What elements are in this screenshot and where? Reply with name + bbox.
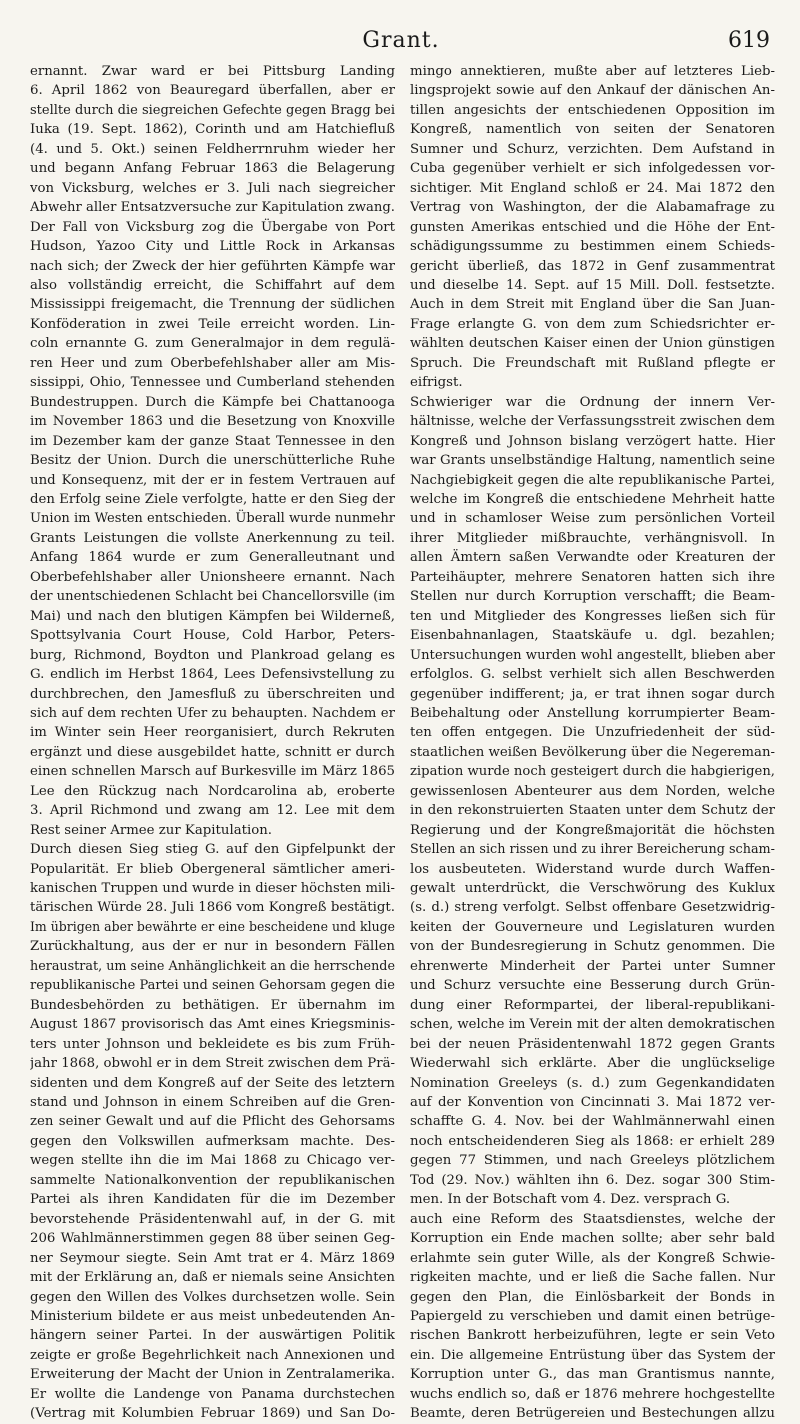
text-line: Beamte, deren Betrügereien und Bestechungen allzu (410, 1406, 775, 1422)
text-line: Nachgiebigkeit gegen die alte republikanische Partei, (410, 472, 775, 488)
text-line: Popularität. Er blieb Obergeneral sämtlicher ameri- (30, 861, 395, 877)
text-line: (Vertrag mit Kolumbien Februar 1869) und San Do- (30, 1406, 395, 1422)
right-column (410, 62, 775, 1424)
text-line: gegen 77 Stimmen, und nach Greeleys plötzlichem (410, 1153, 775, 1169)
text-line: lingsprojekt sowie auf den Ankauf der dänischen An- (410, 83, 775, 99)
text-line: ten offen entgegen. Die Unzufriedenheit der süd- (410, 725, 775, 741)
text-line: los ausbeuteten. Widerstand wurde durch Waffen- (410, 861, 775, 877)
text-line: Wiederwahl sich erklärte. Aber die unglückselige (410, 1056, 775, 1072)
text-line: Hudson, Yazoo City und Little Rock in Arkansas (30, 239, 395, 255)
text-line: auf der Konvention von Cincinnati 3. Mai 1872 ver- (410, 1095, 775, 1111)
text-line: ernannt. Zwar ward er bei Pittsburg Landing (30, 64, 395, 79)
text-line: durchbrechen, den Jamesfluß zu überschreiten und (30, 686, 395, 702)
text-line: men. In der Botschaft vom 4. Dez. versprach G. (410, 1192, 731, 1208)
text-line: eifrigst. (410, 375, 463, 391)
text-line: August 1867 provisorisch das Amt eines Kriegsminis- (30, 1017, 395, 1033)
text-line: gegen den Willen des Volkes durchsetzen wolle. Sein (30, 1289, 395, 1305)
text-line: ehrenwerte Minderheit der Partei unter Sumner (410, 958, 775, 974)
text-line: Oberbefehlshaber aller Unionsheere ernannt. Nach (30, 569, 395, 585)
text-line: also vollständig erreicht, die Schiffahrt auf dem (30, 277, 395, 293)
text-line: Spruch. Die Freundschaft mit Rußland pflegte er (410, 355, 775, 371)
text-line: coln ernannte G. zum Generalmajor in dem regulä- (30, 336, 395, 352)
text-line: bei der neuen Präsidentenwahl 1872 gegen Grants (410, 1036, 775, 1052)
text-line: Ministerium bildete er aus meist unbedeutenden An- (30, 1309, 395, 1324)
text-line: Stellen an sich rissen und zu ihrer Bereicherung scham- (410, 842, 775, 858)
text-line: gegen den Plan, die Einlösbarkeit der Bonds in (410, 1289, 775, 1305)
text-line: ten und Mitglieder des Kongresses ließen sich für (410, 608, 775, 624)
text-line: und Schurz versuchte eine Besserung durch Grün- (410, 978, 775, 994)
text-line: (s. d.) streng verfolgt. Selbst offenbare Gesetzwidrig- (410, 900, 775, 916)
text-line: Regierung und der Kongreßmajorität die höchsten (410, 822, 775, 838)
text-line: Anfang 1864 wurde er zum Generalleutnant und (30, 550, 395, 566)
text-line: Spottsylvania Court House, Cold Harbor, Peters- (30, 628, 395, 644)
text-line: zen seiner Gewalt und auf die Pflicht des Gehorsams (30, 1114, 395, 1130)
text-line: Tod (29. Nov.) wählten ihn 6. Dez. sogar 300 Stim- (410, 1172, 775, 1188)
text-line: G. endlich im Herbst 1864, Lees Defensivstellung zu (30, 667, 395, 683)
text-line: schaffte G. 4. Nov. bei der Wahlmännerwahl einen (410, 1114, 775, 1130)
left-column (30, 62, 395, 1424)
text-line: mingo annektieren, mußte aber auf letzteres Lieb- (410, 64, 775, 79)
text-line: Bundesbehörden zu bethätigen. Er übernahm im (30, 997, 395, 1013)
text-line: sidenten und dem Kongreß auf der Seite des letztern (30, 1075, 395, 1091)
text-line: Besitz der Union. Durch die unerschütterliche Ruhe (30, 453, 395, 469)
text-line: gegen den Volkswillen aufmerksam machte. Des- (30, 1133, 395, 1149)
page-number: 619 (728, 28, 770, 53)
text-line: im Winter sein Heer reorganisiert, durch Rekruten (30, 725, 395, 741)
text-line: keiten der Gouverneure und Legislaturen wurden (410, 919, 775, 935)
text-line: und in schamloser Weise zum persönlichen Vorteil (410, 511, 775, 527)
running-head: Grant. (362, 28, 440, 53)
text-line: (4. und 5. Okt.) seinen Feldherrnruhm wieder her (30, 141, 395, 157)
text-line: Im übrigen aber bewährte er eine bescheidene und kluge (30, 919, 395, 935)
text-line: ner Seymour siegte. Sein Amt trat er 4. März 1869 (30, 1250, 395, 1266)
text-line: Kongreß und Johnson bislang verzögert hatte. Hier (410, 433, 775, 449)
text-line: und Konsequenz, mit der er in festem Vertrauen auf (30, 472, 395, 488)
text-line: Mississippi freigemacht, die Trennung der südlichen (30, 297, 395, 313)
text-line: tärischen Würde 28. Juli 1866 vom Kongreß bestätigt. (30, 900, 395, 916)
text-line: in den rekonstruierten Staaten unter dem Schutz der (410, 803, 775, 819)
text-line: Partei als ihren Kandidaten für die im Dezember (30, 1192, 395, 1208)
text-line: zeigte er große Begehrlichkeit nach Annexionen und (30, 1347, 395, 1363)
text-line: sich auf dem rechten Ufer zu behaupten. Nachdem er (30, 705, 395, 721)
text-line: hängern seiner Partei. In der auswärtigen Politik (30, 1328, 395, 1344)
text-line: ters unter Johnson und bekleidete es bis zum Früh- (30, 1036, 395, 1052)
text-line: dung einer Reformpartei, der liberal-republikani- (410, 997, 775, 1013)
text-line: wegen stellte ihn die im Mai 1868 zu Chicago ver- (30, 1153, 395, 1169)
text-line: tillen angesichts der entschiedenen Opposition im (410, 102, 775, 118)
text-line: Auch in dem Streit mit England über die San Juan- (410, 297, 775, 313)
text-line: rigkeiten machte, und er ließ die Sache fallen. Nur (410, 1270, 775, 1286)
text-line: Eisenbahnanlagen, Staatskäufe u. dgl. bezahlen; (410, 628, 775, 644)
text-line: und begann Anfang Februar 1863 die Belagerung (30, 161, 395, 177)
text-line: gericht überließ, das 1872 in Genf zusammentrat (410, 258, 775, 274)
text-line: 6. April 1862 von Beauregard überfallen, aber er (30, 83, 395, 99)
text-line: erfolglos. G. selbst verhielt sich allen Beschwerden (410, 667, 775, 683)
text-line: Bundestruppen. Durch die Kämpfe bei Chattanooga (30, 394, 395, 410)
text-line: jahr 1868, obwohl er in dem Streit zwischen dem Prä- (30, 1056, 395, 1072)
text-line: Lee den Rückzug nach Nordcarolina ab, eroberte (30, 783, 395, 799)
text-line: republikanische Partei und seinen Gehorsam gegen die (30, 978, 395, 994)
text-line: im November 1863 und die Besetzung von Knoxville (30, 414, 395, 430)
text-line: der unentschiedenen Schlacht bei Chancellorsville (im (30, 589, 395, 605)
text-line: gegenüber indifferent; ja, er trat ihnen sogar durch (410, 686, 775, 702)
text-line: Grants Leistungen die vollste Anerkennung zu teil. (30, 530, 395, 546)
text-line: wählten deutschen Kaiser einen der Union günstigen (410, 336, 775, 352)
text-line: Vertrag von Washington, der die Alabamafrage zu (410, 200, 775, 216)
page-header (32, 22, 770, 56)
text-line: burg, Richmond, Boydton und Plankroad gelang es (30, 647, 395, 663)
text-line: erlahmte sein guter Wille, als der Kongreß Schwie- (410, 1250, 775, 1266)
text-line: rischen Bankrott herbeizuführen, legte er sein Veto (410, 1328, 775, 1344)
text-line: Untersuchungen wurden wohl angestellt, blieben aber (410, 647, 775, 663)
text-line: 206 Wahlmännerstimmen gegen 88 über seinen Geg- (30, 1231, 395, 1247)
text-line: Mai) und nach den blutigen Kämpfen bei Wilderneß, (30, 608, 395, 624)
text-line: Kongreß, namentlich von seiten der Senatoren (410, 122, 775, 138)
text-line: hältnisse, welche der Verfassungsstreit zwischen dem (410, 414, 775, 430)
text-line: Zurückhaltung, aus der er nur in besondern Fällen (30, 939, 395, 955)
text-line: Konföderation in zwei Teile erreicht worden. Lin- (30, 316, 395, 332)
text-line: 3. April Richmond und zwang am 12. Lee mit dem (30, 803, 395, 819)
text-line: ein. Die allgemeine Entrüstung über das System der (410, 1347, 775, 1363)
text-line: Korruption unter G., das man Grantismus nannte, (410, 1367, 775, 1383)
text-line: Abwehr aller Entsatzversuche zur Kapitulation zwang. (30, 200, 395, 216)
text-line: Korruption ein Ende machen sollte; aber sehr bald (410, 1231, 775, 1247)
text-line: bevorstehende Präsidentenwahl auf, in der G. mit (30, 1211, 395, 1227)
text-line: kanischen Truppen und wurde in dieser höchsten mili- (30, 881, 395, 897)
text-line: auch eine Reform des Staatsdienstes, welche der (410, 1211, 775, 1227)
text-line: den Erfolg seine Ziele verfolgte, hatte er den Sieg der (30, 491, 395, 507)
text-line: heraustrat, um seine Anhänglichkeit an die herrschende (30, 958, 395, 974)
text-line: Er wollte die Landenge von Panama durchstechen (30, 1386, 395, 1402)
text-line: im Dezember kam der ganze Staat Tennessee in den (30, 433, 395, 449)
text-line: und dieselbe 14. Sept. auf 15 Mill. Doll. festsetzte. (410, 277, 775, 293)
text-line: sissippi, Ohio, Tennessee und Cumberland stehenden (30, 375, 395, 391)
text-line: gewalt unterdrückt, die Verschwörung des Kuklux (410, 881, 775, 897)
text-line: sichtiger. Mit England schloß er 24. Mai 1872 den (410, 180, 775, 196)
text-line: nach sich; der Zweck der hier geführten Kämpfe war (30, 258, 395, 274)
text-line: gunsten Amerikas entschied und die Höhe der Ent- (410, 219, 775, 235)
text-line: stellte durch die siegreichen Gefechte gegen Bragg bei (30, 102, 395, 118)
text-line: Nomination Greeleys (s. d.) zum Gegenkandidaten (410, 1075, 775, 1091)
text-line: zipation wurde noch gesteigert durch die habgierigen, (410, 764, 775, 780)
text-line: Der Fall von Vicksburg zog die Übergabe von Port (30, 219, 395, 235)
text-line: schen, welche im Verein mit der alten demokratischen (410, 1017, 775, 1033)
text-line: allen Ämtern saßen Verwandte oder Kreaturen der (410, 550, 775, 566)
text-line: ergänzt und diese ausgebildet hatte, schnitt er durch (30, 744, 395, 760)
text-line: wuchs endlich so, daß er 1876 mehrere hochgestellte (410, 1386, 775, 1402)
text-line: von der Bundesregierung in Schutz genommen. Die (410, 939, 775, 955)
text-line: sammelte Nationalkonvention der republikanischen (30, 1172, 395, 1188)
text-line: Papiergeld zu verschieben und damit einen betrüge- (410, 1309, 775, 1324)
text-line: gewissenlosen Abenteurer aus dem Norden, welche (410, 783, 775, 799)
text-line: staatlichen weißen Bevölkerung über die Negereman- (410, 744, 775, 760)
text-line: noch entscheidenderen Sieg als 1868: er erhielt 289 (410, 1133, 775, 1149)
text-line: ihrer Mitglieder mißbrauchte, verhängnisvoll. In (410, 530, 775, 546)
text-line: stand und Johnson in einem Schreiben auf die Gren- (30, 1095, 395, 1111)
text-line: mit der Erklärung an, daß er niemals seine Ansichten (30, 1270, 395, 1286)
text-line: Erweiterung der Macht der Union in Zentralamerika. (30, 1367, 395, 1383)
text-line: schädigungssumme zu bestimmen einem Schieds- (410, 239, 775, 255)
text-line: Parteihäupter, mehrere Senatoren hatten sich ihre (410, 569, 775, 585)
text-line: Beibehaltung oder Anstellung korrumpierter Beam- (410, 705, 775, 721)
text-line: Frage erlangte G. von dem zum Schiedsrichter er- (410, 316, 775, 332)
text-line: war Grants unselbständige Haltung, namentlich seine (410, 453, 775, 469)
text-line: Union im Westen entschieden. Überall wurde nunmehr (30, 511, 395, 527)
text-line: ren Heer und zum Oberbefehlshaber aller am Mis- (30, 355, 395, 371)
text-line: Rest seiner Armee zur Kapitulation. (30, 822, 273, 838)
text-line: Cuba gegenüber verhielt er sich infolgedessen vor- (410, 161, 775, 177)
text-line: Stellen nur durch Korruption verschafft; die Beam- (410, 589, 775, 605)
text-line: von Vicksburg, welches er 3. Juli nach siegreicher (30, 180, 395, 196)
text-line: welche im Kongreß die entschiedene Mehrheit hatte (410, 491, 775, 507)
text-line: Schwieriger war die Ordnung der innern Ver- (410, 394, 775, 410)
text-line: einen schnellen Marsch auf Burkesville im März 1865 (30, 764, 395, 780)
text-line: Iuka (19. Sept. 1862), Corinth und am Hatchiefluß (30, 122, 395, 138)
text-line: Durch diesen Sieg stieg G. auf den Gipfelpunkt der (30, 842, 395, 858)
text-line: Sumner und Schurz, verzichten. Dem Aufstand in (410, 141, 775, 157)
